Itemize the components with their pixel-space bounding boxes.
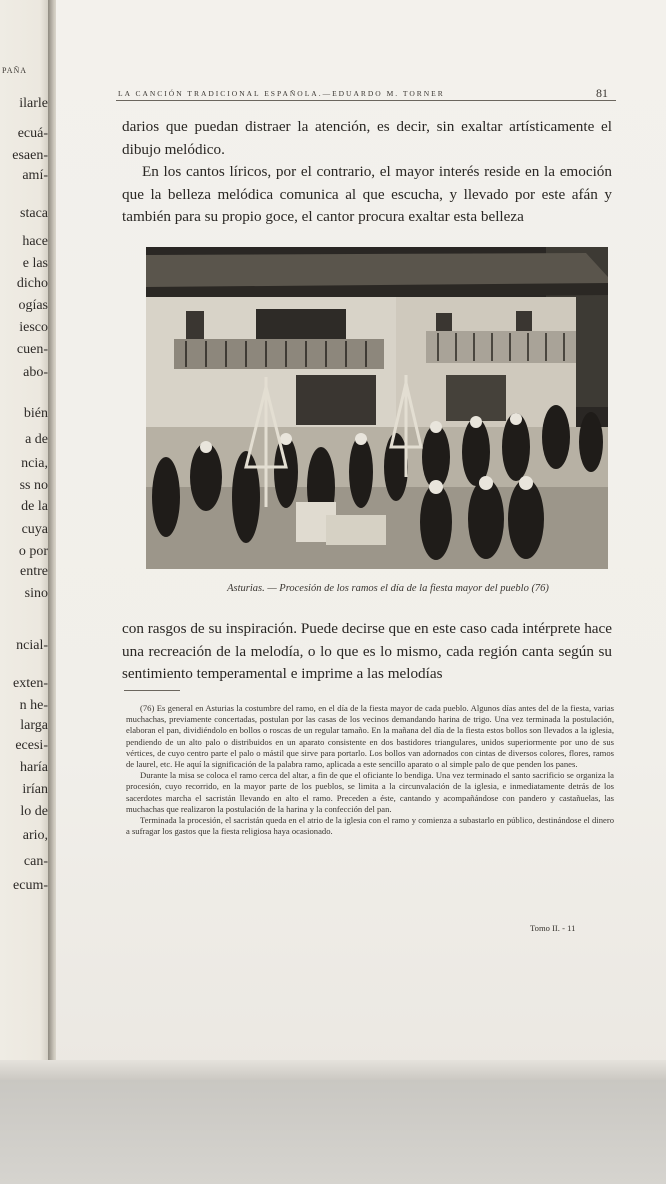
left-page-fragment: haría (20, 760, 48, 775)
left-page-fragment: ecuá- (17, 126, 48, 141)
left-page-fragment: entre (20, 564, 48, 579)
left-page-fragment: lo de (20, 804, 48, 819)
left-page-fragment: staca (20, 206, 48, 221)
footnote-rule (124, 690, 180, 691)
left-page-fragment: e las (22, 256, 48, 271)
left-page-fragment: cuya (21, 522, 48, 537)
photo-illustration (146, 247, 608, 569)
left-page-fragment: can- (23, 854, 48, 869)
left-page-header: PAÑA (2, 66, 28, 75)
table-surface (0, 1080, 666, 1184)
left-page-fragment: a de (25, 432, 48, 447)
running-title: LA CANCIÓN TRADICIONAL ESPAÑOLA.—EDUARDO M. TORNER (118, 89, 445, 98)
paragraph-2: En los cantos líricos, por el contrario, el mayor interés reside en la emoción que la belleza melódica comunica al que escucha, y llevado por este afán y también para su propio goce, el cantor procura exaltar esta belleza (122, 163, 612, 225)
photo-caption: Asturias. — Procesión de los ramos el día de la fiesta mayor del pueblo (76) (227, 583, 549, 594)
left-page-fragment: dicho (16, 276, 48, 291)
left-page-fragment: exten- (13, 676, 48, 691)
left-page-fragment: o por (18, 544, 48, 559)
left-page-fragment: n he- (19, 698, 48, 713)
left-page-fragment: ncial- (16, 638, 48, 653)
procession-photo (146, 247, 608, 569)
left-page-fragment: ss no (19, 478, 48, 493)
left-page-fragment: ecum- (13, 878, 48, 893)
left-page-fragment: esaen- (12, 148, 48, 163)
left-page-fragment: amí- (22, 168, 48, 183)
page-number: 81 (596, 86, 608, 100)
left-page-fragment: de la (21, 499, 48, 514)
left-page-fragment: ogías (18, 298, 48, 313)
footnote-paragraph-3: Terminada la procesión, el sacristán queda en el atrio de la iglesia con el ramo y comienza a subastarlo en público, destinándose el dinero a sufragar los gastos que la fiesta religiosa haya ocasionado. (126, 815, 614, 837)
left-page-fragment: hace (22, 234, 48, 249)
footnote-paragraph-1: (76) Es general en Asturias la costumbre del ramo, en el día de la fiesta mayor de cada pueblo. Algunos días antes del de la fiesta, varias muchachas, previamente concertadas, postulan por las casas de los vecinos demandando harina de trigo. Una vez terminada la postulación, elaboran el pan, dividiéndolo en bollos o roscas de un regular tamaño. En la mañana del día de la fiesta estos bollos son llevados a la iglesia, pendiendo de un alto palo o distribuidos en un aparato consistente en dos bastidores triangulares, unidos superiormente por uno de sus vértices, de cuyo centro parte el palo o mástil que sirve para portarlo. Los bollos van adornados con cintas de diversos colores, flores, ramos de laurel, etc. He aquí la significación de la palabra ramo, aplicada a este sencillo aparato o al simple palo de que penden los panes. (126, 703, 614, 770)
signature-mark: Tomo II. - 11 (530, 923, 576, 933)
running-head (118, 86, 618, 100)
left-page-edge (0, 0, 50, 1075)
body-text-top (122, 116, 612, 229)
left-page-fragment: cuen- (16, 342, 48, 357)
footnotes (126, 703, 614, 837)
left-page-fragment: bién (23, 406, 48, 421)
left-page-fragment: iesco (19, 320, 48, 335)
body-text-bottom (122, 618, 612, 686)
paragraph-1: darios que puedan distraer la atención, es decir, sin exaltar artísticamente el dibujo melódico. (122, 118, 612, 158)
left-page-fragment: ncia, (21, 456, 48, 471)
left-page-fragment: sino (24, 586, 48, 601)
left-page-fragment: ecesi- (15, 738, 48, 753)
left-page-fragment: abo- (23, 365, 48, 380)
paragraph-3: con rasgos de su inspiración. Puede decirse que en este caso cada intérprete hace una recreación de la melodía, o lo que es lo mismo, cada región canta según su sentimiento temperamental e imprime a las melodías (122, 620, 613, 682)
left-page-fragment: ario, (22, 828, 48, 843)
header-rule (116, 100, 616, 101)
left-page-fragment: irían (22, 782, 48, 797)
left-page-fragment: larga (20, 718, 48, 733)
footnote-paragraph-2: Durante la misa se coloca el ramo cerca del altar, a fin de que el oficiante lo bendiga. Una vez terminado el santo sacrificio se organiza la procesión, cuyo recorrido, en la mayor parte de los pueblos, se limita a la circunvalación de la iglesia, e inmediatamente detrás de los sacerdotes marcha el sacristán llevando en alto el ramo. Preceden a éste, cantando y acompañándose con pandero y castañuelas, las muchachas que realizaron la postulación de la harina y la confección del pan. (126, 770, 614, 814)
left-page-fragment: ilarle (19, 96, 48, 111)
